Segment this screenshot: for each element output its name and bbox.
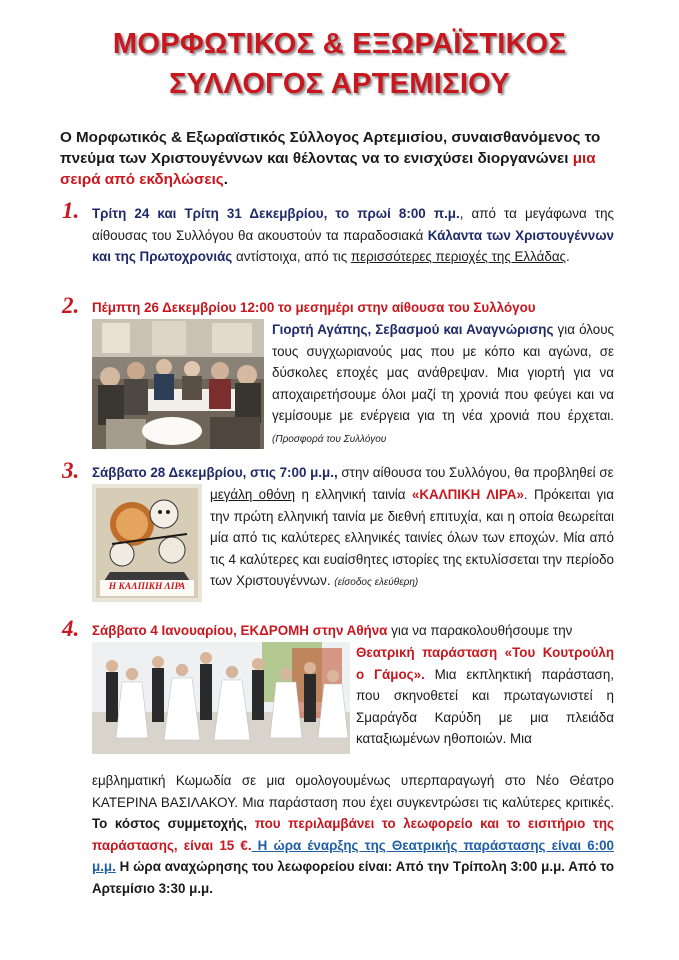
- event-3-film: «ΚΑΛΠΙΚΗ ΛΙΡΑ»: [411, 487, 524, 502]
- event-4-play-paragraph: [356, 642, 614, 750]
- event-3-paragraph: [210, 484, 614, 594]
- event-1-underline: περισσότερες περιοχές της Ελλάδας: [350, 249, 567, 264]
- poster-caption: Η ΚΑΛΠΙΚΗ ΛΙΡΑ: [108, 582, 186, 592]
- event-3-text2: η ελληνική ταινία: [295, 487, 412, 502]
- event-4-paragraph: [92, 770, 614, 899]
- event-2-date: Πέμπτη 26 Δεκεμβρίου 12:00 το μεσημέρι στην αίθουσα του Συλλόγου: [92, 300, 536, 315]
- event-1-text1: , από τα μεγάφωνα της αίθουσας του Συλλόγου θα ακουστούν τα παραδοσιακά: [92, 206, 614, 243]
- event-4-number: 4.: [62, 616, 80, 641]
- event-4-text2-start: Μια εκπληκτική παράσταση, που σκηνοθετεί και πρωταγωνιστεί η Σμαράγδα Καρύδη με μια πλειάδα καταξιωμένων ηθοποιών. Μια: [356, 666, 614, 746]
- event-4-date-line: [92, 620, 572, 642]
- event-4-photo: [92, 642, 350, 754]
- event-2-number: 2.: [62, 293, 80, 318]
- event-4-price: είναι 15 €.: [177, 837, 252, 853]
- event-1-highlight: Κάλαντα των Χριστουγέννων και της Πρωτοχρονιάς: [92, 227, 614, 264]
- event-1-date: Τρίτη 24 και Τρίτη 31 Δεκεμβρίου, το πρωί 8:00 π.μ.: [92, 206, 460, 221]
- event-3-text1: στην αίθουσα του Συλλόγου, θα προβληθεί σε: [337, 465, 614, 480]
- event-2-photo: [92, 319, 264, 449]
- event-1-paragraph: [92, 203, 614, 268]
- event-3-underline: μεγάλη οθόνη: [210, 487, 296, 502]
- intro-end: .: [223, 171, 228, 188]
- event-1-number: 1.: [62, 198, 80, 223]
- event-2-paragraph: [272, 319, 614, 450]
- event-1-text2: αντίστοιχα, από τις: [232, 249, 351, 264]
- event-2-highlight: Γιορτή Αγάπης, Σεβασμού και Αναγνώρισης: [272, 322, 554, 337]
- event-4-departure: Η ώρα αναχώρησης του λεωφορείου είναι: Από την Τρίπολη 3:00 μ.μ. Από το Αρτεμίσιο 3:30 μ.μ.: [92, 859, 614, 896]
- event-4-text2-rest: εμβληματική Κωμωδία σε μια ομολογουμένως υπερπαραγωγή στο Νέο Θέατρο ΚΑΤΕΡΙΝΑ ΒΑΣΙΛΑΚΟΥ. Μια παράσταση που έχει συγκεντρώσει τις καλύτερες κριτικές.: [92, 773, 614, 810]
- event-2-text: για όλους τους συγχωριανούς μας που με κόπο και αγώνα, σε δύσκολες εποχές μας ανάθρεψαν. Μια γιορτή για να αποχαιρετήσουμε όλοι μαζί τη χρονιά που φεύγει και να γεμίσουμε με ενέργεια για τη νέα χρονιά που έρχεται.: [272, 322, 614, 423]
- event-4-text1: για να παρακολουθήσουμε την: [387, 623, 573, 638]
- event-4-date: Σάββατο 4 Ιανουαρίου, ΕΚΔΡΟΜΗ στην Αθήνα: [92, 623, 388, 638]
- event-2-note: (Προσφορά του Συλλόγου: [272, 433, 387, 445]
- intro-text: Ο Μορφωτικός & Εξωραϊστικός Σύλλογος Αρτεμισίου, συναισθανόμενος το πνεύμα των Χριστουγέννων και θέλοντας να το ενισχύσει διοργανώνει: [60, 129, 601, 167]
- event-4-cost1: Το κόστος συμμετοχής,: [92, 816, 248, 831]
- intro-paragraph: [60, 127, 620, 190]
- event-3-text3: . Πρόκειται για την πρώτη ελληνική ταινία με διεθνή επιτυχία, και η οποία θεωρείται μία από τις καλύτερες ελληνικές ταινίες όλων των εποχών. Μία από τις 4 καλύτερες και ευαίσθητες ιστορίες της εκτυλίσσεται την περίοδο των Χριστουγέννων.: [210, 487, 614, 588]
- event-4-play: Θεατρική παράσταση «Του Κουτρούλη ο Γάμος».: [356, 645, 614, 682]
- event-1-text3: .: [566, 249, 570, 264]
- title-line-2: ΣΥΛΛΟΓΟΣ ΑΡΤΕΜΙΣΙΟΥ: [169, 68, 510, 100]
- event-3-poster: [92, 484, 202, 602]
- event-3-number: 3.: [62, 458, 80, 483]
- event-3-date: Σάββατο 28 Δεκεμβρίου, στις 7:00 μ.μ.,: [92, 465, 338, 480]
- event-4-start: Η ώρα έναρξης της Θεατρικής παράστασης είναι 6:00 μ.μ.: [92, 837, 614, 874]
- event-3-note: (είσοδος ελεύθερη): [334, 577, 419, 588]
- title-line-1: ΜΟΡΦΩΤΙΚΟΣ & ΕΞΩΡΑΪΣΤΙΚΟΣ: [112, 28, 567, 60]
- intro-highlight: μια σειρά από εκδηλώσεις: [60, 150, 596, 188]
- event-3-date-line: [92, 462, 614, 484]
- event-4-cost2: που περιλαμβάνει το λεωφορείο και το εισιτήριο της παράστασης,: [92, 816, 614, 853]
